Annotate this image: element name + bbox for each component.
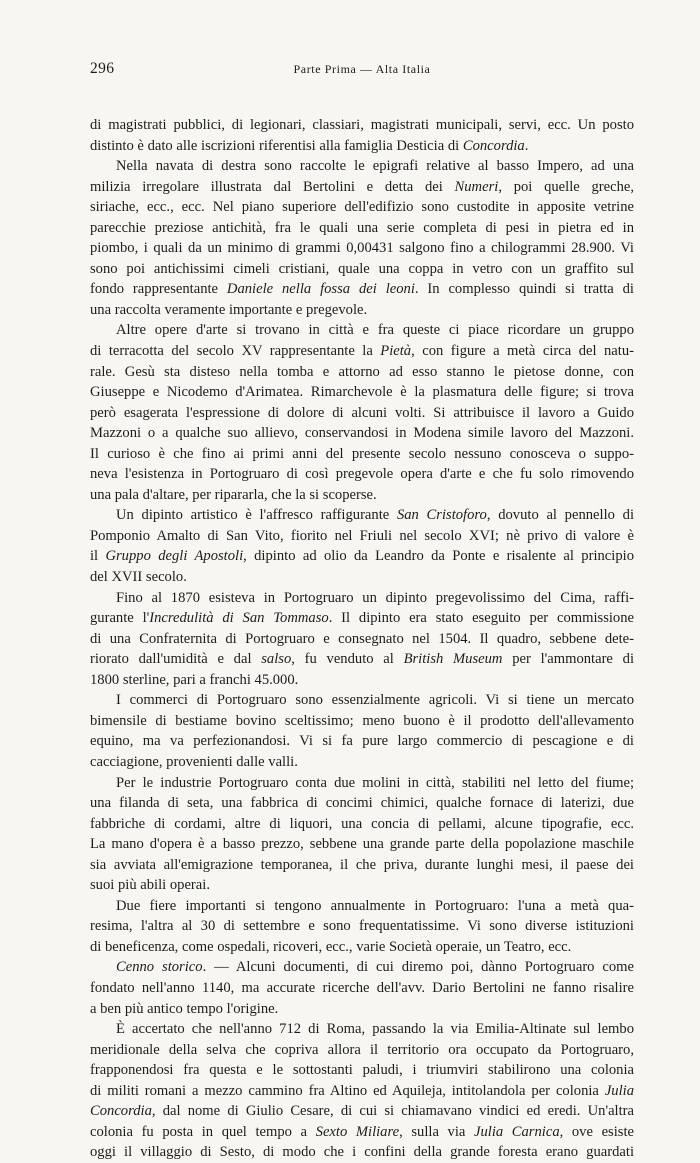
text-line: milizia irregolare illustrata dal Bertolini e detta dei Numeri, poi quelle greche, [90, 178, 634, 195]
text-line: a ben più antico tempo l'origine. [90, 1000, 279, 1017]
text-line: frapponendosi fra questa e le sottostanti paludi, i triumviri stabilirono una colonia [90, 1062, 634, 1079]
text-line: bimensile di bestiame bovino sceltissimo; meno buono è il prodotto dell'allevamento [90, 712, 634, 729]
text-line: Fino al 1870 esisteva in Portogruaro un dipinto pregevolissimo del Cima, raffi- [116, 589, 634, 606]
text-line: equino, ma va perfezionandosi. Vi si fa pure largo commercio di pescagione e di [90, 733, 634, 750]
page-number: 296 [90, 60, 115, 77]
text-line: Pomponio Amalto di San Vito, fiorito nel Friuli nel secolo XVI; nè privo di valore è [90, 527, 634, 544]
text-line: colonia fu posta in quel tempo a Sexto Miliare, sulla via Julia Carnica, ove esiste [90, 1123, 634, 1140]
text-line: piombo, i quali da un minimo di grammi 0,00431 salgono fino a chilogrammi 28.900. Vi [90, 240, 634, 257]
text-line: Un dipinto artistico è l'affresco raffigurante San Cristoforo, dovuto al pennello di [116, 507, 634, 524]
text-line: oggi il villaggio di Sesto, di modo che i confini della grande foresta erano guardati [90, 1144, 634, 1161]
text-line: rale. Gesù sta disteso nella tomba e attorno ad esso stanno le pietose donne, con [90, 363, 634, 380]
text-line: Concordia, dal nome di Giulio Cesare, di cui si chiamavano vindici ed eredi. Un'altra [90, 1103, 634, 1120]
text-line: gurante l'Incredulità di San Tommaso. Il dipinto era stato eseguito per commissione [90, 610, 634, 627]
text-line: siriache, ecc., ecc. Nel piano superiore dell'edifizio sono custodite in apposite vetrine [90, 199, 634, 216]
text-line: I commerci di Portogruaro sono essenzialmente agricoli. Vi si tiene un mercato [116, 692, 634, 709]
text-line: una raccolta veramente importante e pregevole. [90, 301, 368, 318]
text-line: una pala d'altare, per ripararla, che la si scoperse. [90, 486, 377, 503]
text-line: Cenno storico. — Alcuni documenti, di cui diremo poi, dànno Portogruaro come [116, 959, 634, 976]
text-line: del XVII secolo. [90, 569, 187, 586]
text-line: fondo rappresentante Daniele nella fossa dei leoni. In complesso quindi si tratta di [90, 281, 634, 298]
text-line: suoi più abili operai. [90, 877, 210, 894]
text-line: sia avviata all'emigrazione temporanea, il che priva, durante lunghi mesi, il paese dei [90, 856, 634, 873]
page-header [90, 60, 634, 80]
text-line: La mano d'opera è a basso prezzo, sebbene una grande parte della popolazione maschile [90, 836, 634, 853]
text-line: fabbriche di cordami, altre di liquori, una concia di pellami, alcune tipografie, ecc. [90, 815, 634, 832]
text-line: resima, l'altra al 30 di settembre e sono frequentatissime. Vi sono diverse istituzioni [90, 918, 634, 935]
text-line: il Gruppo degli Apostoli, dipinto ad olio da Leandro da Ponte e risalente al principio [90, 548, 634, 565]
text-line: neva l'esistenza in Portogruaro di così pregevole opera d'arte e che fu solo rimovendo [90, 466, 634, 483]
text-line: di magistrati pubblici, di legionari, classiari, magistrati municipali, servi, ecc. Un posto [90, 117, 634, 133]
running-title: Parte Prima — Alta Italia [293, 62, 431, 76]
text-line: di militi romani a mezzo cammino fra Altino ed Aquileja, intitolandola per colonia Julia [90, 1082, 634, 1099]
text-line: Nella navata di destra sono raccolte le epigrafi relative al basso Impero, ad una [116, 158, 634, 175]
text-line: È accertato che nell'anno 712 di Roma, passando la via Emilia-Altinate sul lembo [116, 1021, 634, 1038]
text-line: sono poi antichissimi cimeli cristiani, quale una coppa in vetro con un graffito sul [90, 260, 634, 277]
text-line: di terracotta del secolo XV rappresentante la Pietà, con figure a metà circa del natu- [90, 343, 634, 360]
text-line: meridionale della selva che copriva allora il territorio ora occupato da Portogruaro, [90, 1041, 634, 1058]
text-line: cacciagione, provenienti dalle valli. [90, 753, 298, 770]
text-line: però esagerata l'espressione di dolore di alcuni volti. Si attribuisce il lavoro a Guido [90, 404, 634, 421]
text-line: di beneficenza, come ospedali, ricoveri, ecc., varie Società operaie, un Teatro, ecc. [90, 938, 572, 955]
text-line: di una Confraternita di Portogruaro e consegnato nel 1504. Il quadro, sebbene dete- [90, 630, 634, 647]
text-line: parecchie preziose antichità, fra le quali una serie completa di pesi in pietra ed in [90, 219, 634, 236]
text-line: riorato dall'umidità e dal salso, fu venduto al British Museum per l'ammontare di [90, 651, 634, 668]
text-line: una filanda di seta, una fabbrica di concimi chimici, qualche fornace di laterizi, due [90, 795, 634, 812]
text-line: distinto è dato alle iscrizioni riferentisi alla famiglia Desticia di Concordia. [90, 137, 529, 154]
body-text [90, 115, 634, 1163]
text-line: Il curioso è che fino ai primi anni del presente secolo nessuno conosceva o suppo- [90, 445, 634, 462]
text-line: Mazzoni o a qualche suo allievo, conservandosi in Modena simile lavoro del Mazzoni. [90, 425, 634, 442]
text-line: fondato nell'anno 1140, ma accurate ricerche dell'avv. Dario Bertolini ne fanno risalire [90, 979, 634, 996]
text-line: Altre opere d'arte si trovano in città e fra queste ci piace ricordare un gruppo [116, 322, 634, 339]
text-line: Due fiere importanti si tengono annualmente in Portogruaro: l'una a metà qua- [116, 897, 634, 914]
text-line: 1800 sterline, pari a franchi 45.000. [90, 671, 299, 688]
text-line: Giuseppe e Nicodemo d'Arimatea. Rimarchevole è la plasmatura delle figure; si trova [90, 384, 634, 401]
text-line: Per le industrie Portogruaro conta due molini in città, stabiliti nel letto del fiume; [116, 774, 634, 791]
